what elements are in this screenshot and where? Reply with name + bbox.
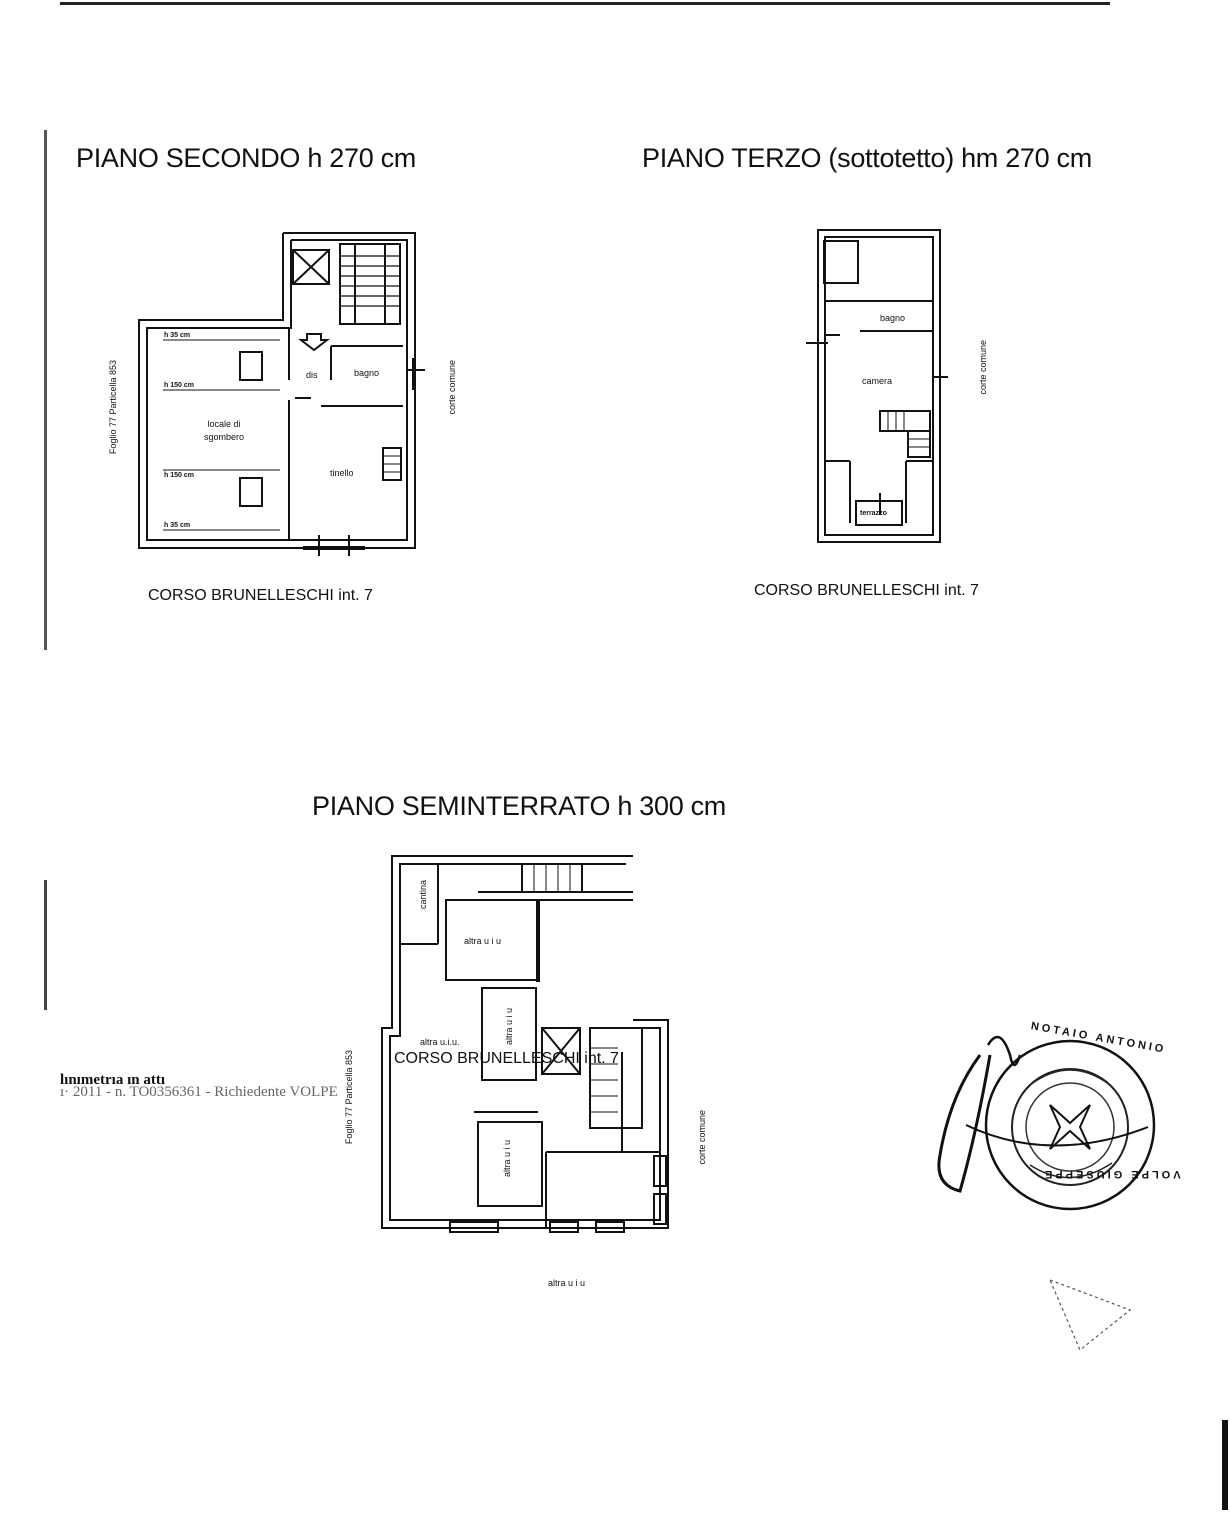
court-label: corte comune	[978, 340, 988, 395]
room-uiu-label: altra u i u	[502, 1140, 512, 1178]
plan-third-drawing	[800, 225, 960, 555]
height-label: h 35 cm	[164, 332, 191, 339]
scan-left-mark	[44, 880, 47, 1010]
seal-text-bottom: VOLPE GIUSEPPE	[1042, 1168, 1181, 1180]
height-label: h 150 cm	[164, 472, 194, 479]
room-bath-label: bagno	[354, 368, 380, 378]
plan-second-title: PIANO SECONDO h 270 cm	[76, 143, 416, 173]
plan-third-street: CORSO BRUNELLESCHI int. 7	[754, 582, 979, 599]
scan-left-mark	[44, 130, 47, 650]
plan-basement-drawing	[378, 852, 688, 1242]
room-uiu-label: altra u i u	[504, 1008, 514, 1046]
plan-basement-title: PIANO SEMINTERRATO h 300 cm	[312, 791, 726, 821]
footer-line-1: lınımetrıa ın attı	[60, 1072, 165, 1088]
scan-right-mark	[1222, 1420, 1228, 1510]
court-label: corte comune	[447, 360, 457, 415]
room-uiu-label: altra u i u	[464, 936, 502, 946]
side-label: Foglio 77 Particella 853	[344, 1050, 354, 1145]
room-uiu-label: altra u.i.u.	[420, 1037, 460, 1047]
room-camera-label: camera	[862, 376, 893, 386]
room-cantina-label: cantina	[418, 880, 428, 910]
room-uiu-label: altra u i u	[548, 1278, 586, 1288]
height-label: h 35 cm	[164, 522, 191, 529]
room-dis-label: dis	[306, 370, 318, 380]
plan-basement-street: CORSO BRUNELLESCHI int. 7	[394, 1050, 619, 1067]
side-label: Foglio 77 Particella 853	[108, 360, 118, 455]
room-terrazzo-label: terrazzo	[860, 510, 887, 517]
plan-second-drawing	[135, 230, 435, 560]
triangle-stamp	[1040, 1270, 1140, 1360]
scan-top-border	[60, 2, 1110, 5]
plan-second-street: CORSO BRUNELLESCHI int. 7	[148, 587, 373, 604]
room-tinello-label: tinello	[330, 468, 354, 478]
plan-third-title: PIANO TERZO (sottotetto) hm 270 cm	[642, 143, 1092, 173]
height-label: h 150 cm	[164, 382, 194, 389]
footer-line-2: ı· 2011 - n. TO0356361 - Richiedente VOLPE	[60, 1084, 338, 1100]
room-storage-label: locale di sgombero	[203, 419, 245, 442]
court-label: corte comune	[697, 1110, 707, 1165]
seal-text-top: NOTAIO ANTONIO	[1029, 1020, 1168, 1056]
room-bath-label: bagno	[880, 313, 906, 323]
